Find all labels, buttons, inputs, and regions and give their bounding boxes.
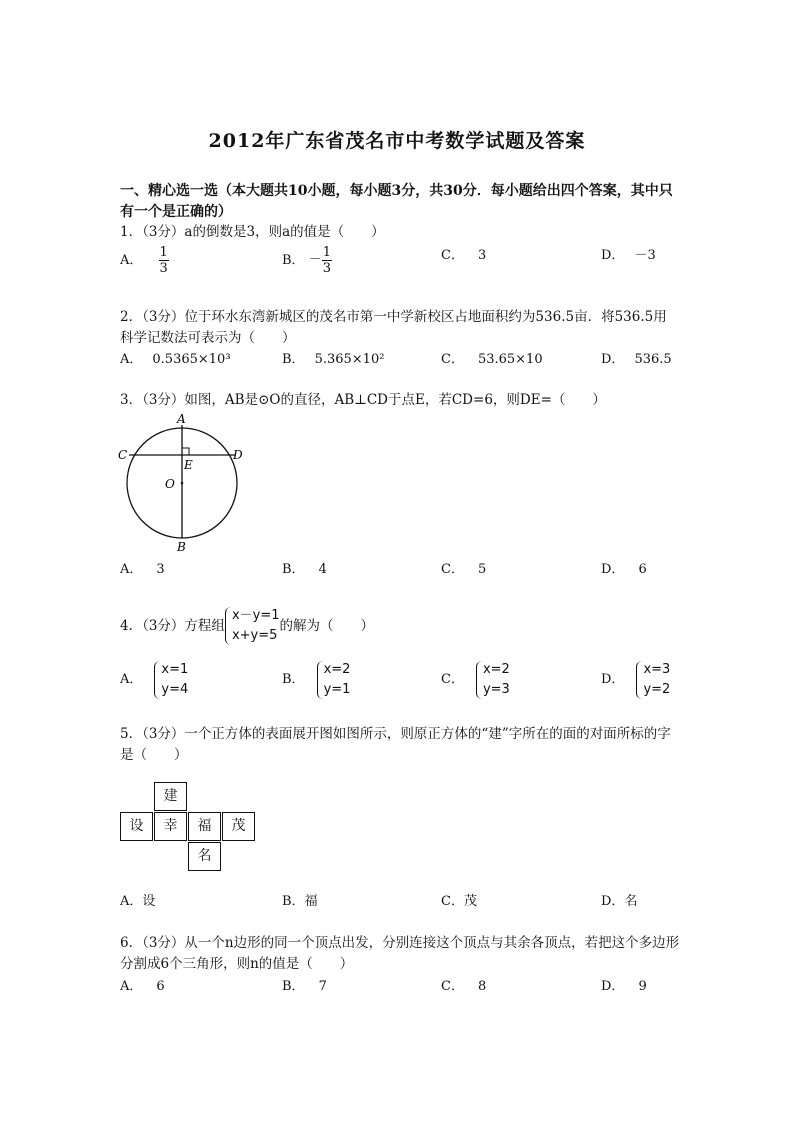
q4-option-b <box>282 660 350 700</box>
label-a: A <box>177 412 186 426</box>
option-label: B． <box>282 352 305 367</box>
solution-row: x=1 <box>161 662 189 677</box>
option-label: B． <box>282 894 305 909</box>
q1-option-b <box>282 245 332 276</box>
q6-option-d <box>601 978 647 996</box>
q3-option-b <box>282 561 327 579</box>
option-label: A． <box>120 672 143 687</box>
option-text: 8 <box>477 979 487 994</box>
right-angle-mark <box>182 448 189 455</box>
q1-option-c <box>441 247 486 265</box>
option-label: D． <box>601 979 625 994</box>
q5-option-d <box>601 893 637 911</box>
q5-option-a <box>120 893 155 911</box>
q6-option-b <box>282 978 327 996</box>
label-o: O <box>165 477 175 491</box>
q6-option-a <box>120 978 165 996</box>
q5-option-c <box>441 893 477 911</box>
option-label: D． <box>601 248 625 263</box>
option-text: 3 <box>156 562 165 577</box>
option-text: 茂 <box>463 894 477 909</box>
option-text: 6 <box>638 562 647 577</box>
net-cell: 设 <box>120 812 153 841</box>
option-label: C． <box>441 352 464 367</box>
label-d: D <box>233 448 243 462</box>
option-text: 536.5 <box>634 352 672 367</box>
option-label: B． <box>282 562 305 577</box>
option-text: 53.65×10 <box>477 352 543 367</box>
fraction <box>322 245 332 276</box>
option-text: 5.365×10² <box>314 352 385 367</box>
option-label: A． <box>120 979 143 994</box>
option-text: 3 <box>477 248 487 263</box>
equation-row: x－y=1 <box>231 608 280 623</box>
question-3-stem: 3．（3分）如图，AB是⊙O的直径，AB⊥CD于点E，若CD=6，则DE=（ ） <box>120 392 606 408</box>
solution-row: x=3 <box>643 662 671 677</box>
denominator: 3 <box>159 261 168 276</box>
label-e: E <box>184 458 193 472</box>
q4-option-c <box>441 660 510 700</box>
solution-row: y=3 <box>482 682 510 697</box>
option-label: D． <box>601 562 625 577</box>
q1-option-d <box>601 247 656 265</box>
option-text: 0.5365×10³ <box>152 352 231 367</box>
q4-option-a <box>120 660 188 700</box>
q2-option-c <box>441 351 543 369</box>
solution-system <box>476 660 510 700</box>
solution-system <box>154 660 188 700</box>
numerator: 1 <box>159 245 168 260</box>
option-text: －3 <box>634 248 656 263</box>
net-cell: 幸 <box>154 812 187 841</box>
solution-row: y=2 <box>643 682 671 697</box>
option-text: 设 <box>142 894 156 909</box>
q2-option-a <box>120 351 231 369</box>
q6-option-c <box>441 978 486 996</box>
question-6-stem: 6．（3分）从一个n边形的同一个顶点出发，分别连接这个顶点与其余各顶点，若把这个多边形分割成6个三角形，则n的值是（ ） <box>120 935 680 972</box>
denominator: 3 <box>322 261 331 276</box>
brace <box>476 661 482 699</box>
section-heading: 一、精心选一选（本大题共10小题，每小题3分，共30分．每小题给出四个答案，其中只有一个是正确的） <box>120 183 673 220</box>
q3-option-c <box>441 561 486 579</box>
solution-system <box>317 660 351 700</box>
center-point <box>181 482 184 485</box>
option-label: D． <box>601 672 625 687</box>
solution-system <box>636 660 670 700</box>
option-text: 5 <box>477 562 487 577</box>
question-5-stem: 5．（3分）一个正方体的表面展开图如图所示，则原正方体的“建”字所在的面的对面所标的字是（ ） <box>120 726 671 763</box>
brace <box>225 607 231 645</box>
q4-option-d <box>601 660 670 700</box>
brace <box>154 661 160 699</box>
solution-row: x=2 <box>323 662 351 677</box>
option-label: C． <box>441 979 464 994</box>
solution-row: y=1 <box>323 682 351 697</box>
question-2-stem: 2．（3分）位于环水东湾新城区的茂名市第一中学新校区占地面积约为536.5亩．将536.5用科学记数法可表示为（ ） <box>120 309 667 346</box>
option-label: B． <box>282 979 305 994</box>
option-label: D． <box>601 352 625 367</box>
q3-option-a <box>120 561 165 579</box>
option-label: C． <box>441 894 464 909</box>
option-label: B． <box>282 253 305 268</box>
brace <box>317 661 323 699</box>
stem-suffix: 的解为（ ） <box>279 617 374 634</box>
option-text: 6 <box>156 979 165 994</box>
q2-option-d <box>601 351 672 369</box>
option-text: 7 <box>318 979 327 994</box>
minus-sign: － <box>308 252 322 268</box>
question-4-stem <box>120 606 680 646</box>
net-cell-bottom: 名 <box>188 842 221 871</box>
net-cell-top: 建 <box>154 782 187 811</box>
page-title: 2012年广东省茂名市中考数学试题及答案 <box>208 130 586 152</box>
option-label: C． <box>441 248 464 263</box>
option-label: D． <box>601 894 625 909</box>
q5-option-b <box>282 893 318 911</box>
q3-option-d <box>601 561 647 579</box>
option-label: C． <box>441 672 464 687</box>
label-c: C <box>118 448 128 462</box>
brace <box>636 661 642 699</box>
net-cell: 茂 <box>222 812 255 841</box>
option-label: C． <box>441 562 464 577</box>
label-b: B <box>177 540 186 554</box>
option-text: 4 <box>318 562 327 577</box>
solution-row: y=4 <box>161 682 189 697</box>
option-text: 9 <box>638 979 647 994</box>
solution-row: x=2 <box>482 662 510 677</box>
net-cell: 福 <box>188 812 221 841</box>
cube-net <box>120 782 256 872</box>
circle-figure <box>112 410 252 558</box>
option-label: A． <box>120 253 143 268</box>
numerator: 1 <box>322 245 331 260</box>
option-text: 福 <box>304 894 318 909</box>
question-1-stem: 1．（3分）a的倒数是3，则a的值是（ ） <box>120 224 385 240</box>
q2-option-b <box>282 351 384 369</box>
option-label: A． <box>120 894 143 909</box>
equation-system <box>225 606 280 646</box>
stem-prefix: 4．（3分）方程组 <box>120 617 225 634</box>
fraction <box>159 245 169 276</box>
option-label: A． <box>120 562 143 577</box>
option-label: B． <box>282 672 305 687</box>
option-label: A． <box>120 352 143 367</box>
q1-option-a <box>120 245 169 276</box>
equation-row: x+y=5 <box>231 628 278 643</box>
option-text: 名 <box>624 894 638 909</box>
